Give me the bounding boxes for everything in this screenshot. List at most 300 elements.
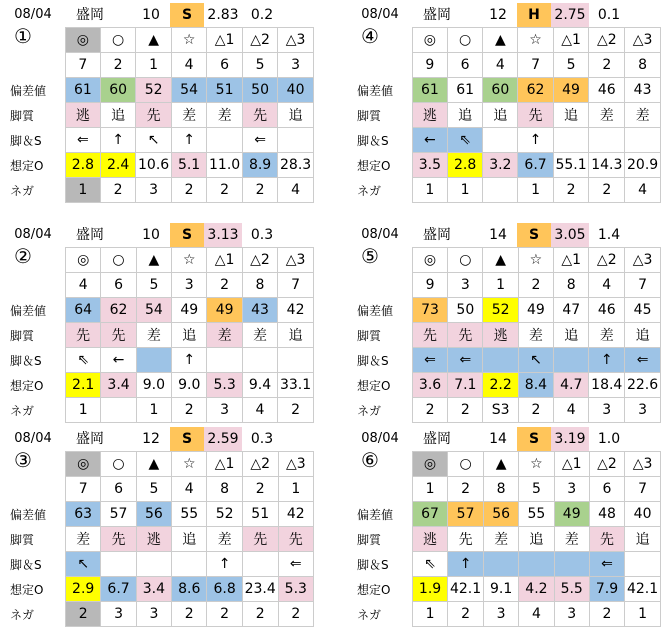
cell-style: 追 xyxy=(519,527,554,552)
cell-odds: 2.9 xyxy=(66,577,101,602)
cell-no: 4 xyxy=(172,477,207,502)
row-label: 想定O xyxy=(10,158,44,173)
cell-style: 先 xyxy=(101,323,136,348)
cell-nega: 2 xyxy=(172,602,207,627)
row-no xyxy=(355,477,661,502)
cell-speed xyxy=(625,552,661,577)
race-date: 08/04 xyxy=(14,227,52,242)
cell-nega: 2 xyxy=(242,602,278,627)
row-nega xyxy=(355,398,661,423)
cell-no: 2 xyxy=(448,477,484,502)
cell-dev: 60 xyxy=(483,78,518,103)
cell-mark: ☆ xyxy=(172,452,207,477)
cell-dev: 56 xyxy=(483,502,518,527)
row-no xyxy=(355,53,661,78)
cell-speed: ⇐ xyxy=(589,552,624,577)
cell-speed: ⇐ xyxy=(412,348,447,373)
row-label: ネガ xyxy=(10,607,35,622)
race-number: 14 xyxy=(489,431,507,447)
cell-speed: ↑ xyxy=(448,552,484,577)
cell-no: 1 xyxy=(136,53,172,78)
cell-nega: 1 xyxy=(412,178,447,203)
race-header xyxy=(8,3,314,27)
cell-speed xyxy=(136,552,171,577)
race-class: S xyxy=(170,223,204,247)
cell-style: 逃 xyxy=(65,103,100,128)
race-number: 10 xyxy=(142,7,160,23)
race-class: S xyxy=(170,427,204,451)
cell-style: 追 xyxy=(554,323,589,348)
row-speed xyxy=(8,552,314,577)
cell-style: 先 xyxy=(448,527,484,552)
race-class: H xyxy=(517,3,551,27)
cell-speed xyxy=(207,128,243,153)
cell-dev: 43 xyxy=(242,298,277,323)
row-mark xyxy=(8,28,314,53)
cell-no: 9 xyxy=(412,273,447,298)
cell-nega: 1 xyxy=(518,178,553,203)
cell-mark: △1 xyxy=(207,28,243,53)
row-label: 想定O xyxy=(10,582,44,597)
cell-mark: ○ xyxy=(448,452,484,477)
cell-dev: 49 xyxy=(172,298,207,323)
cell-nega: 3 xyxy=(554,602,589,627)
row-odds xyxy=(355,577,661,602)
cell-style: 差 xyxy=(207,103,243,128)
row-label: 想定O xyxy=(10,378,44,393)
row-speed xyxy=(8,348,314,373)
cell-no: 1 xyxy=(412,477,447,502)
race-diff: 1.4 xyxy=(597,227,621,243)
cell-mark: △1 xyxy=(554,452,589,477)
row-no xyxy=(8,477,314,502)
row-style xyxy=(355,103,661,128)
cell-no: 6 xyxy=(207,53,243,78)
cell-speed xyxy=(554,348,589,373)
cell-speed xyxy=(483,348,518,373)
cell-odds: 3.4 xyxy=(136,577,171,602)
cell-nega: 2 xyxy=(518,398,553,423)
cell-nega: 4 xyxy=(242,398,277,423)
cell-mark: ☆ xyxy=(519,452,554,477)
row-label xyxy=(355,53,412,78)
cell-dev: 51 xyxy=(242,502,278,527)
cell-speed: ↖ xyxy=(66,552,101,577)
cell-speed: ↑ xyxy=(207,552,242,577)
cell-odds: 9.0 xyxy=(172,373,207,398)
race-date: 08/04 xyxy=(14,431,52,446)
cell-mark: △1 xyxy=(554,248,589,273)
cell-mark: ◎ xyxy=(65,28,100,53)
row-speed xyxy=(355,348,661,373)
cell-odds: 42.1 xyxy=(625,577,661,602)
cell-odds: 18.4 xyxy=(589,373,625,398)
row-odds xyxy=(8,577,314,602)
cell-nega: 2 xyxy=(207,602,242,627)
cell-style: 差 xyxy=(625,103,661,128)
cell-dev: 64 xyxy=(66,298,101,323)
row-label xyxy=(8,53,65,78)
cell-style: 先 xyxy=(242,527,278,552)
row-label xyxy=(355,477,412,502)
cell-mark: ▲ xyxy=(483,28,518,53)
race-place: 盛岡 xyxy=(423,431,451,447)
cell-dev: 49 xyxy=(207,298,242,323)
cell-odds: 20.9 xyxy=(625,153,661,178)
cell-no: 1 xyxy=(278,477,313,502)
cell-speed: ⇐ xyxy=(278,552,313,577)
row-mark xyxy=(8,452,314,477)
cell-nega: 2 xyxy=(278,602,313,627)
row-label xyxy=(8,273,66,298)
cell-mark: △3 xyxy=(625,452,661,477)
row-label: 脚＆S xyxy=(357,133,389,148)
row-style xyxy=(355,323,661,348)
cell-style: 追 xyxy=(625,323,661,348)
cell-dev: 61 xyxy=(412,78,447,103)
row-nega xyxy=(355,178,661,203)
cell-mark: ☆ xyxy=(518,28,553,53)
cell-nega: 2 xyxy=(448,602,484,627)
cell-no: 8 xyxy=(554,273,589,298)
cell-dev: 55 xyxy=(519,502,554,527)
cell-odds: 22.6 xyxy=(625,373,661,398)
race-table xyxy=(8,247,314,423)
cell-no: 4 xyxy=(66,273,101,298)
cell-no: 2 xyxy=(518,273,553,298)
cell-style: 先 xyxy=(66,323,101,348)
row-odds xyxy=(355,153,661,178)
cell-mark: △2 xyxy=(589,248,625,273)
cell-odds: 28.3 xyxy=(278,153,314,178)
cell-style: 逃 xyxy=(483,323,518,348)
row-label xyxy=(8,477,66,502)
row-speed xyxy=(355,128,661,153)
cell-dev: 42 xyxy=(278,298,314,323)
cell-style: 追 xyxy=(278,103,314,128)
cell-speed: ↑ xyxy=(172,348,207,373)
race-diff: 0.2 xyxy=(250,7,274,23)
cell-nega: 4 xyxy=(278,178,314,203)
cell-nega: 3 xyxy=(136,602,171,627)
cell-speed xyxy=(242,348,277,373)
race-number: 10 xyxy=(142,227,160,243)
cell-no: 5 xyxy=(519,477,554,502)
cell-no: 8 xyxy=(625,53,661,78)
cell-no: 6 xyxy=(448,53,483,78)
cell-mark: ○ xyxy=(101,452,136,477)
race-place: 盛岡 xyxy=(76,7,104,23)
row-nega xyxy=(8,602,314,627)
cell-dev: 50 xyxy=(448,298,483,323)
row-label: 偏差値 xyxy=(10,303,47,318)
cell-style: 逃 xyxy=(136,527,171,552)
race-header xyxy=(355,3,661,27)
cell-no: 2 xyxy=(207,273,242,298)
cell-odds: 7.9 xyxy=(589,577,624,602)
cell-mark: △2 xyxy=(242,28,277,53)
cell-odds: 8.4 xyxy=(518,373,553,398)
race-date: 08/04 xyxy=(14,7,52,22)
cell-no: 6 xyxy=(101,477,136,502)
cell-nega: 2 xyxy=(207,178,243,203)
cell-no: 8 xyxy=(483,477,518,502)
cell-mark: △1 xyxy=(207,452,242,477)
race-odds: 3.13 xyxy=(204,223,242,247)
cell-style: 追 xyxy=(625,527,661,552)
cell-speed xyxy=(172,552,207,577)
cell-nega: 3 xyxy=(483,602,518,627)
row-label: 偏差値 xyxy=(10,507,47,522)
cell-nega: 1 xyxy=(136,398,171,423)
cell-style: 追 xyxy=(553,103,589,128)
row-mark xyxy=(8,248,314,273)
cell-odds: 2.4 xyxy=(101,153,136,178)
cell-nega: 1 xyxy=(448,178,483,203)
cell-mark: △3 xyxy=(625,248,661,273)
cell-no: 7 xyxy=(625,477,661,502)
cell-style: 差 xyxy=(66,527,101,552)
cell-dev: 52 xyxy=(483,298,518,323)
cell-no: 7 xyxy=(518,53,553,78)
row-nega xyxy=(8,398,314,423)
race-header xyxy=(8,223,314,247)
cell-style: 先 xyxy=(242,103,277,128)
cell-dev: 54 xyxy=(136,298,171,323)
row-label: ネガ xyxy=(10,183,35,198)
cell-no: 8 xyxy=(207,477,242,502)
cell-dev: 49 xyxy=(554,502,589,527)
cell-speed xyxy=(483,552,518,577)
cell-no: 3 xyxy=(172,273,207,298)
cell-speed xyxy=(519,552,554,577)
cell-no: 2 xyxy=(242,477,278,502)
cell-no: 4 xyxy=(171,53,206,78)
cell-style: 逃 xyxy=(412,527,447,552)
cell-odds: 9.1 xyxy=(483,577,518,602)
race-table xyxy=(8,451,314,627)
cell-mark: ▲ xyxy=(136,248,171,273)
row-odds xyxy=(355,373,661,398)
row-label: 脚質 xyxy=(10,532,35,547)
cell-no: 9 xyxy=(412,53,447,78)
cell-speed: ↖ xyxy=(518,348,553,373)
cell-style: 先 xyxy=(448,323,483,348)
cell-dev: 46 xyxy=(589,298,625,323)
cell-dev: 45 xyxy=(625,298,661,323)
cell-dev: 42 xyxy=(278,502,313,527)
cell-dev: 67 xyxy=(412,502,447,527)
cell-dev: 40 xyxy=(278,78,314,103)
cell-nega xyxy=(101,398,136,423)
cell-nega: 1 xyxy=(625,602,661,627)
race-circle-number: ① xyxy=(14,24,32,48)
cell-mark: ◎ xyxy=(412,248,447,273)
cell-mark: △3 xyxy=(625,28,661,53)
cell-dev: 61 xyxy=(65,78,100,103)
cell-odds: 3.5 xyxy=(412,153,447,178)
race-table xyxy=(355,451,661,627)
cell-no: 7 xyxy=(278,273,314,298)
race-date: 08/04 xyxy=(361,227,399,242)
cell-dev: 55 xyxy=(172,502,207,527)
cell-dev: 49 xyxy=(553,78,589,103)
cell-mark: △3 xyxy=(278,28,314,53)
row-speed xyxy=(8,128,314,153)
cell-style: 差 xyxy=(483,527,518,552)
cell-no: 2 xyxy=(101,53,136,78)
cell-nega: 1 xyxy=(65,178,100,203)
race-circle-number: ③ xyxy=(14,448,32,472)
cell-speed: ⇐ xyxy=(625,348,661,373)
cell-speed xyxy=(625,128,661,153)
cell-odds: 8.9 xyxy=(242,153,277,178)
cell-dev: 49 xyxy=(518,298,553,323)
cell-nega: 2 xyxy=(242,178,277,203)
cell-mark: ▲ xyxy=(136,28,172,53)
cell-speed: ↑ xyxy=(171,128,206,153)
cell-dev: 48 xyxy=(589,502,624,527)
cell-style: 先 xyxy=(101,527,136,552)
cell-nega: 3 xyxy=(207,398,242,423)
row-label xyxy=(355,273,412,298)
cell-dev: 52 xyxy=(207,502,242,527)
cell-no: 7 xyxy=(66,477,101,502)
cell-no: 3 xyxy=(448,273,483,298)
cell-speed xyxy=(278,128,314,153)
race-diff: 0.3 xyxy=(250,227,274,243)
row-mark xyxy=(355,28,661,53)
row-label: 偏差値 xyxy=(10,83,47,98)
cell-dev: 54 xyxy=(171,78,206,103)
race-place: 盛岡 xyxy=(76,227,104,243)
cell-mark: ☆ xyxy=(171,28,206,53)
cell-style: 追 xyxy=(172,527,207,552)
cell-speed xyxy=(278,348,314,373)
cell-no: 4 xyxy=(589,273,625,298)
cell-mark: △2 xyxy=(242,248,277,273)
cell-odds: 3.2 xyxy=(483,153,518,178)
cell-mark: ○ xyxy=(448,28,483,53)
race-odds: 2.83 xyxy=(207,7,239,23)
cell-odds: 2.2 xyxy=(483,373,518,398)
race-odds: 2.59 xyxy=(204,427,242,451)
race-place: 盛岡 xyxy=(423,7,451,23)
cell-mark: ☆ xyxy=(518,248,553,273)
cell-style: 先 xyxy=(589,527,624,552)
row-label: 想定O xyxy=(357,378,391,393)
race-block xyxy=(355,223,661,423)
row-label: 脚質 xyxy=(10,108,35,123)
cell-dev: 46 xyxy=(589,78,625,103)
cell-no: 5 xyxy=(242,53,277,78)
cell-speed: ↑ xyxy=(589,348,625,373)
cell-nega: 4 xyxy=(519,602,554,627)
cell-odds: 8.6 xyxy=(172,577,207,602)
cell-style: 差 xyxy=(207,323,242,348)
race-table xyxy=(355,27,661,203)
cell-odds: 4.2 xyxy=(519,577,554,602)
row-no xyxy=(8,273,314,298)
cell-dev: 61 xyxy=(448,78,483,103)
cell-speed: ⇐ xyxy=(242,128,277,153)
race-odds: 3.19 xyxy=(551,427,589,451)
cell-nega: 2 xyxy=(448,398,483,423)
cell-mark: ○ xyxy=(101,28,136,53)
cell-odds: 3.6 xyxy=(412,373,447,398)
row-label: 脚＆S xyxy=(10,557,42,572)
cell-no: 1 xyxy=(483,273,518,298)
race-table xyxy=(8,27,314,203)
cell-style: 差 xyxy=(171,103,206,128)
row-style xyxy=(8,323,314,348)
cell-odds: 42.1 xyxy=(448,577,484,602)
cell-nega: 2 xyxy=(412,398,447,423)
race-circle-number: ⑥ xyxy=(361,448,379,472)
cell-speed: ← xyxy=(101,348,136,373)
cell-odds: 10.6 xyxy=(136,153,172,178)
row-mark xyxy=(355,452,661,477)
row-no xyxy=(355,273,661,298)
cell-speed: ⇖ xyxy=(66,348,101,373)
cell-style: 先 xyxy=(278,527,313,552)
cell-no: 5 xyxy=(136,477,171,502)
cell-style: 差 xyxy=(518,323,553,348)
cell-odds: 14.3 xyxy=(589,153,625,178)
cell-speed: ↑ xyxy=(518,128,553,153)
cell-mark: ▲ xyxy=(483,452,518,477)
race-diff: 0.3 xyxy=(250,431,274,447)
cell-style: 先 xyxy=(412,323,447,348)
cell-style: 差 xyxy=(207,527,242,552)
race-block xyxy=(355,3,661,203)
cell-nega: 2 xyxy=(172,398,207,423)
row-no xyxy=(8,53,314,78)
cell-no: 7 xyxy=(625,273,661,298)
race-class: S xyxy=(517,427,551,451)
row-style xyxy=(8,103,314,128)
row-odds xyxy=(8,153,314,178)
cell-nega: 2 xyxy=(66,602,101,627)
cell-mark: ▲ xyxy=(483,248,518,273)
row-odds xyxy=(8,373,314,398)
cell-mark: △3 xyxy=(278,248,314,273)
cell-dev: 56 xyxy=(136,502,171,527)
cell-odds: 4.7 xyxy=(554,373,589,398)
race-class: S xyxy=(170,3,204,27)
cell-odds: 5.3 xyxy=(207,373,242,398)
cell-style: 差 xyxy=(589,323,625,348)
cell-mark: △1 xyxy=(207,248,242,273)
cell-no: 7 xyxy=(65,53,100,78)
row-dev xyxy=(355,502,661,527)
cell-speed xyxy=(207,348,242,373)
cell-nega: S3 xyxy=(483,398,518,423)
row-label: 偏差値 xyxy=(357,507,394,522)
row-label: 偏差値 xyxy=(357,303,394,318)
cell-nega xyxy=(483,178,518,203)
row-nega xyxy=(355,602,661,627)
race-circle-number: ⑤ xyxy=(361,244,379,268)
row-dev xyxy=(8,298,314,323)
cell-odds: 11.0 xyxy=(207,153,243,178)
row-label: 脚質 xyxy=(357,108,382,123)
cell-nega: 2 xyxy=(589,602,624,627)
cell-speed: ↑ xyxy=(101,128,136,153)
cell-nega: 2 xyxy=(278,398,314,423)
cell-mark: ◎ xyxy=(66,452,101,477)
cell-mark: △2 xyxy=(589,452,624,477)
